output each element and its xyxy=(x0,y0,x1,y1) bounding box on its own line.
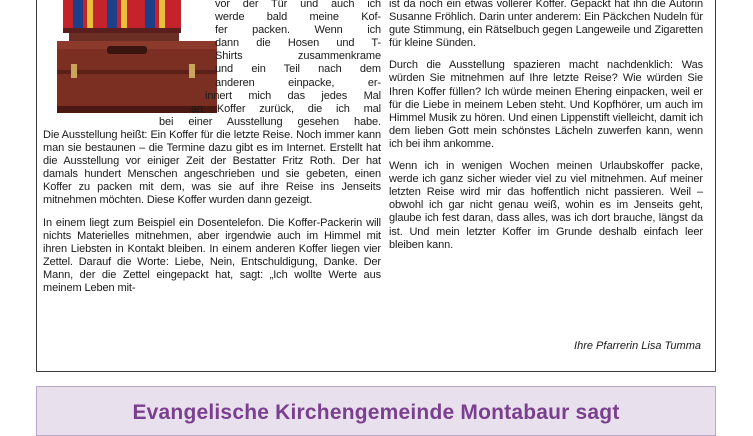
right-column xyxy=(389,0,703,261)
text-line: Shirts zusammenkrame xyxy=(215,50,381,63)
text-line: fer packen. Wenn ich xyxy=(215,24,381,37)
paragraph: Wenn ich in wenigen Wochen meinen Urlaubskoffer packe, werde ich ganz sicher wieder viel zu viel mitnehmen. Auf meiner letzten Reise wird mir das hoffentlich nicht passieren. Weil – obwohl ich gar nicht genau weiß, wohin es im Jenseits geht, glaube ich fest daran, dass alles, was ich dort brauche, längst da ist. Und mein letzter Koffer im Grunde deshalb einfach leer bleiben kann. xyxy=(389,160,703,251)
text-line: und ein Teil nach dem xyxy=(215,63,381,76)
left-column xyxy=(43,0,381,304)
text-line: bei einer Ausstellung gesehen habe. xyxy=(159,115,381,128)
wrap-lines xyxy=(159,0,381,129)
banner xyxy=(36,386,716,436)
text-line: an Koffer zurück, die ich mal xyxy=(191,102,381,115)
paragraph: Durch die Ausstellung spazieren macht nachdenklich: Was würden Sie mitnehmen auf Ihre letzte Reise? Wie würden Sie Ihren Koffer füllen? Ich würde meinen Ehering einpacken, weil er für die Liebe in meinem Leben steht. Und Kopfhörer, um auch im Himmel Musik zu hören. Und einen Lippenstift vielleicht, damit ich dem lieben Gott mein schönstes Lächeln zuwerfen kann, wenn ich bei ihm ankomme. xyxy=(389,59,703,150)
paragraph: ist da noch ein etwas vollerer Koffer. Gepackt hat ihn die Autorin Susanne Fröhlich. Darin unter anderem: Ein Päckchen Nudeln für gute Stimmung, ein Rätselbuch gegen Langeweile und Zigaretten für kleine Sünden. xyxy=(389,0,703,50)
text-line: dann die Hosen und T- xyxy=(215,37,381,50)
banner-title: Evangelische Kirchengemeinde Montabaur sagt xyxy=(132,401,620,424)
text-line: werde bald meine Kof- xyxy=(215,11,381,24)
text-line: vor der Tür und auch ich xyxy=(215,0,381,10)
text-line: innert mich das jedes Mal xyxy=(205,89,381,102)
signature: Ihre Pfarrerin Lisa Tumma xyxy=(574,340,701,352)
paragraph: In einem liegt zum Beispiel ein Dosentelefon. Die Koffer-Packerin will nichts Materielles mitnehmen, aber irgendwie auch im Himmel mit ihren Liebsten in Kontakt bleiben. In einem anderen Koffer liegen vier Zettel. Darauf die Worte: Liebe, Nein, Entschuldigung, Danke. Der Mann, der die Zettel eingepackt hat, sagt: „Ich wollte Werte aus meinem Leben mit- xyxy=(43,216,381,294)
paragraph: Die Ausstellung heißt: Ein Koffer für die letzte Reise. Noch immer kann man sie bestaunen – die Termine dazu gibt es im Internet. Erstellt hat die Ausstellung vor einiger Zeit der Bestatter Fritz Roth. Der hat damals hundert Menschen angeschrieben und sie gebeten, einen Koffer zu packen mit dem, was sie auf ihre Reise ins Jenseits mitnehmen möchten. Diese Koffer wurden dann gezeigt. xyxy=(43,128,381,207)
article-box xyxy=(36,0,716,372)
text-line: anderen einpacke, er- xyxy=(215,76,381,89)
